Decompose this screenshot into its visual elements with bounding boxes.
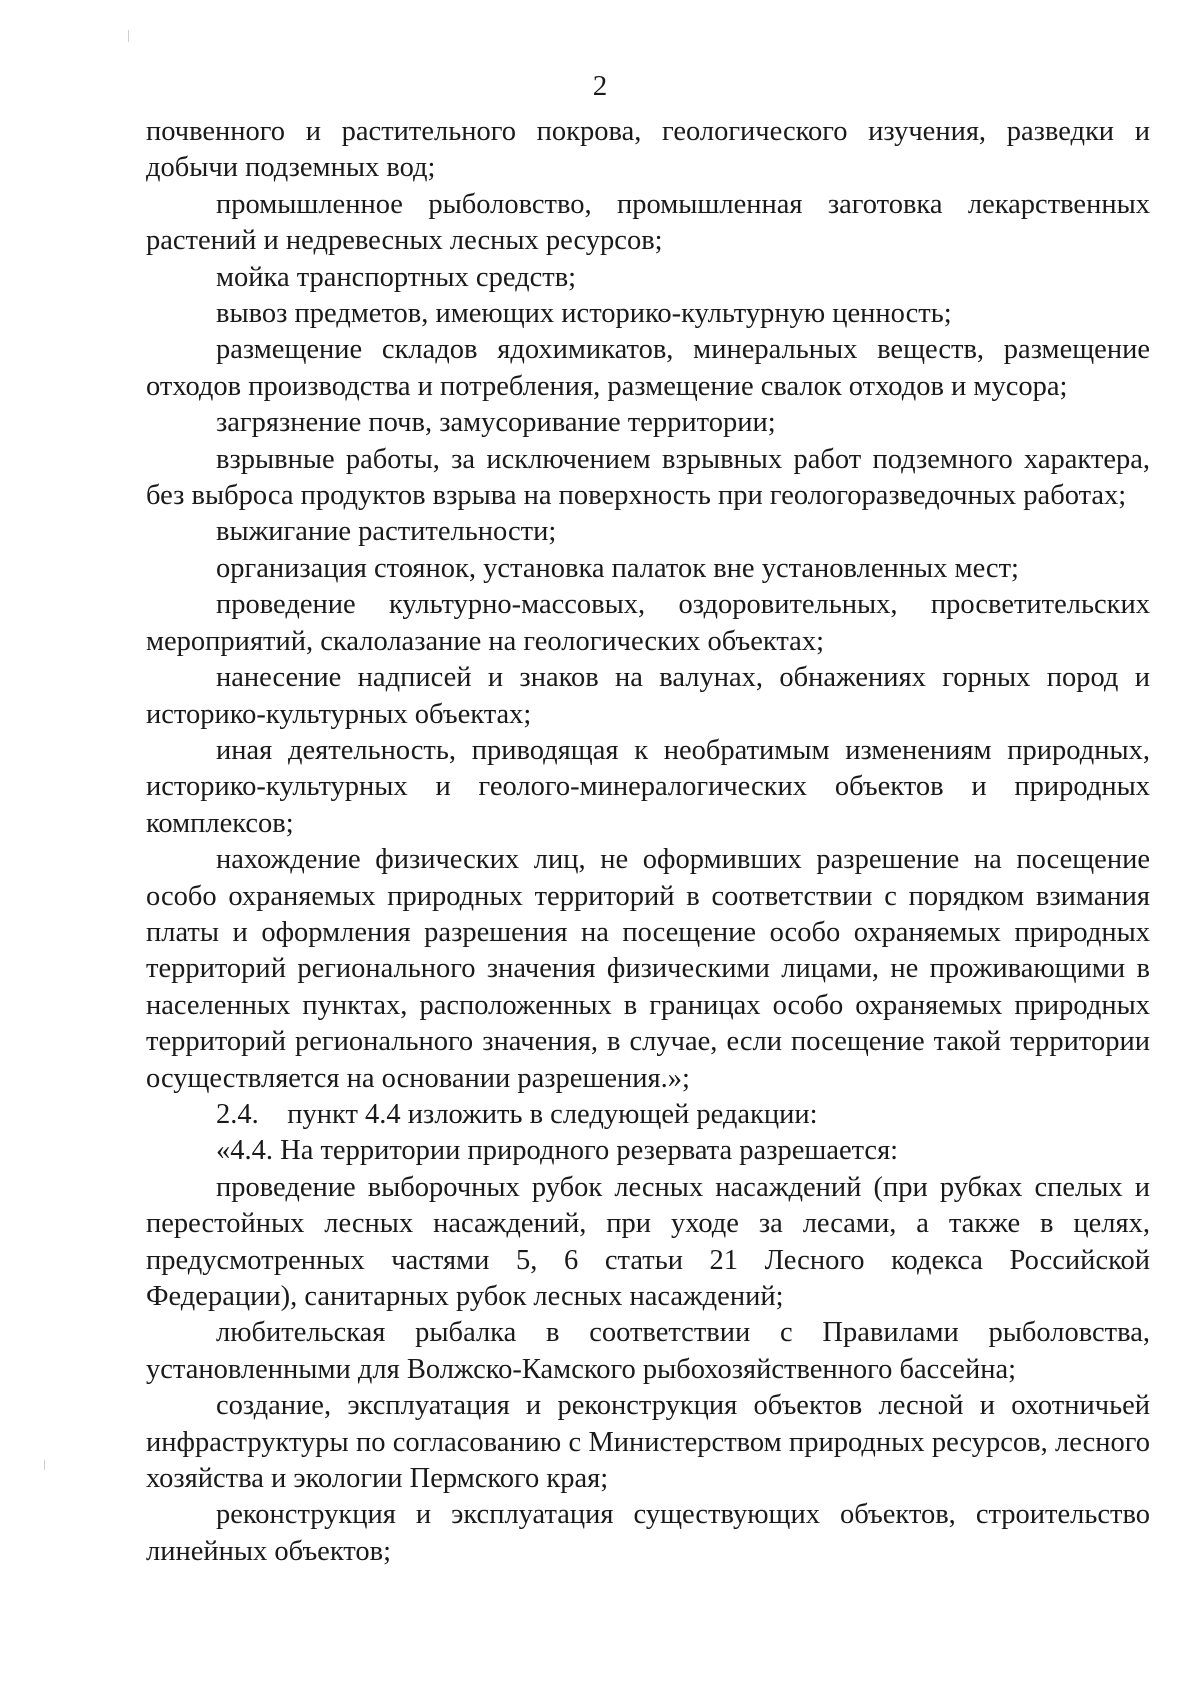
- paragraph: проведение выборочных рубок лесных насаждений (при рубках спелых и перестойных лесных насаждений, при уходе за лесами, а также в целях, предусмотренных частями 5, 6 статьи 21 Лесного кодекса Российской Федерации), санитарных рубок лесных насаждений;: [146, 1171, 1150, 1312]
- paragraph: выжигание растительности;: [216, 516, 557, 548]
- paragraph-section-heading: 2.4. пункт 4.4 изложить в следующей редакции:: [216, 1098, 818, 1130]
- page-number: 2: [592, 70, 608, 102]
- paragraph: реконструкция и эксплуатация существующих объектов, строительство линейных объектов;: [146, 1499, 1150, 1567]
- paragraph: нахождение физических лиц, не оформивших разрешение на посещение особо охраняемых природных территорий в соответствии с порядком взимания платы и оформления разрешения на посещение особо охраняемых природных территорий регионального значения физическими лицами, не проживающими в населенных пунктах, расположенных в границах особо охраняемых природных территорий регионального значения, в случае, если посещение такой территории осуществляется на основании разрешения.»;: [146, 844, 1150, 1094]
- scan-artifact-line: [44, 1460, 45, 1470]
- paragraph: мойка транспортных средств;: [216, 261, 577, 293]
- paragraph: любительская рыбалка в соответствии с Правилами рыболовства, установленными для Волжско-Камского рыбохозяйственного бассейна;: [146, 1317, 1150, 1385]
- paragraph: проведение культурно-массовых, оздоровительных, просветительских мероприятий, скалолазание на геологических объектах;: [146, 589, 1150, 657]
- paragraph: иная деятельность, приводящая к необратимым изменениям природных, историко-культурных и геолого-минералогических объектов и природных комплексов;: [146, 734, 1150, 839]
- paragraph: размещение складов ядохимикатов, минеральных веществ, размещение отходов производства и потребления, размещение свалок отходов и мусора;: [146, 334, 1150, 402]
- paragraph-continuation: почвенного и растительного покрова, геологического изучения, разведки и добычи подземных вод;: [146, 116, 1150, 184]
- document-body: [146, 114, 1150, 1570]
- paragraph: вывоз предметов, имеющих историко-культурную ценность;: [216, 298, 952, 330]
- paragraph: промышленное рыболовство, промышленная заготовка лекарственных растений и недревесных лесных ресурсов;: [146, 188, 1150, 257]
- paragraph-clause-heading: «4.4. На территории природного резервата разрешается:: [216, 1135, 899, 1167]
- scan-artifact-line: [128, 30, 129, 42]
- paragraph: создание, эксплуатация и реконструкция объектов лесной и охотничьей инфраструктуры по согласованию с Министерством природных ресурсов, лесного хозяйства и экологии Пермского края;: [146, 1390, 1150, 1495]
- paragraph: организация стоянок, установка палаток вне установленных мест;: [216, 552, 1019, 584]
- paragraph: взрывные работы, за исключением взрывных работ подземного характера, без выброса продуктов взрыва на поверхность при геологоразведочных работах;: [146, 443, 1150, 512]
- paragraph: нанесение надписей и знаков на валунах, обнажениях горных пород и историко-культурных объектах;: [146, 662, 1150, 730]
- paragraph: загрязнение почв, замусоривание территории;: [216, 407, 776, 439]
